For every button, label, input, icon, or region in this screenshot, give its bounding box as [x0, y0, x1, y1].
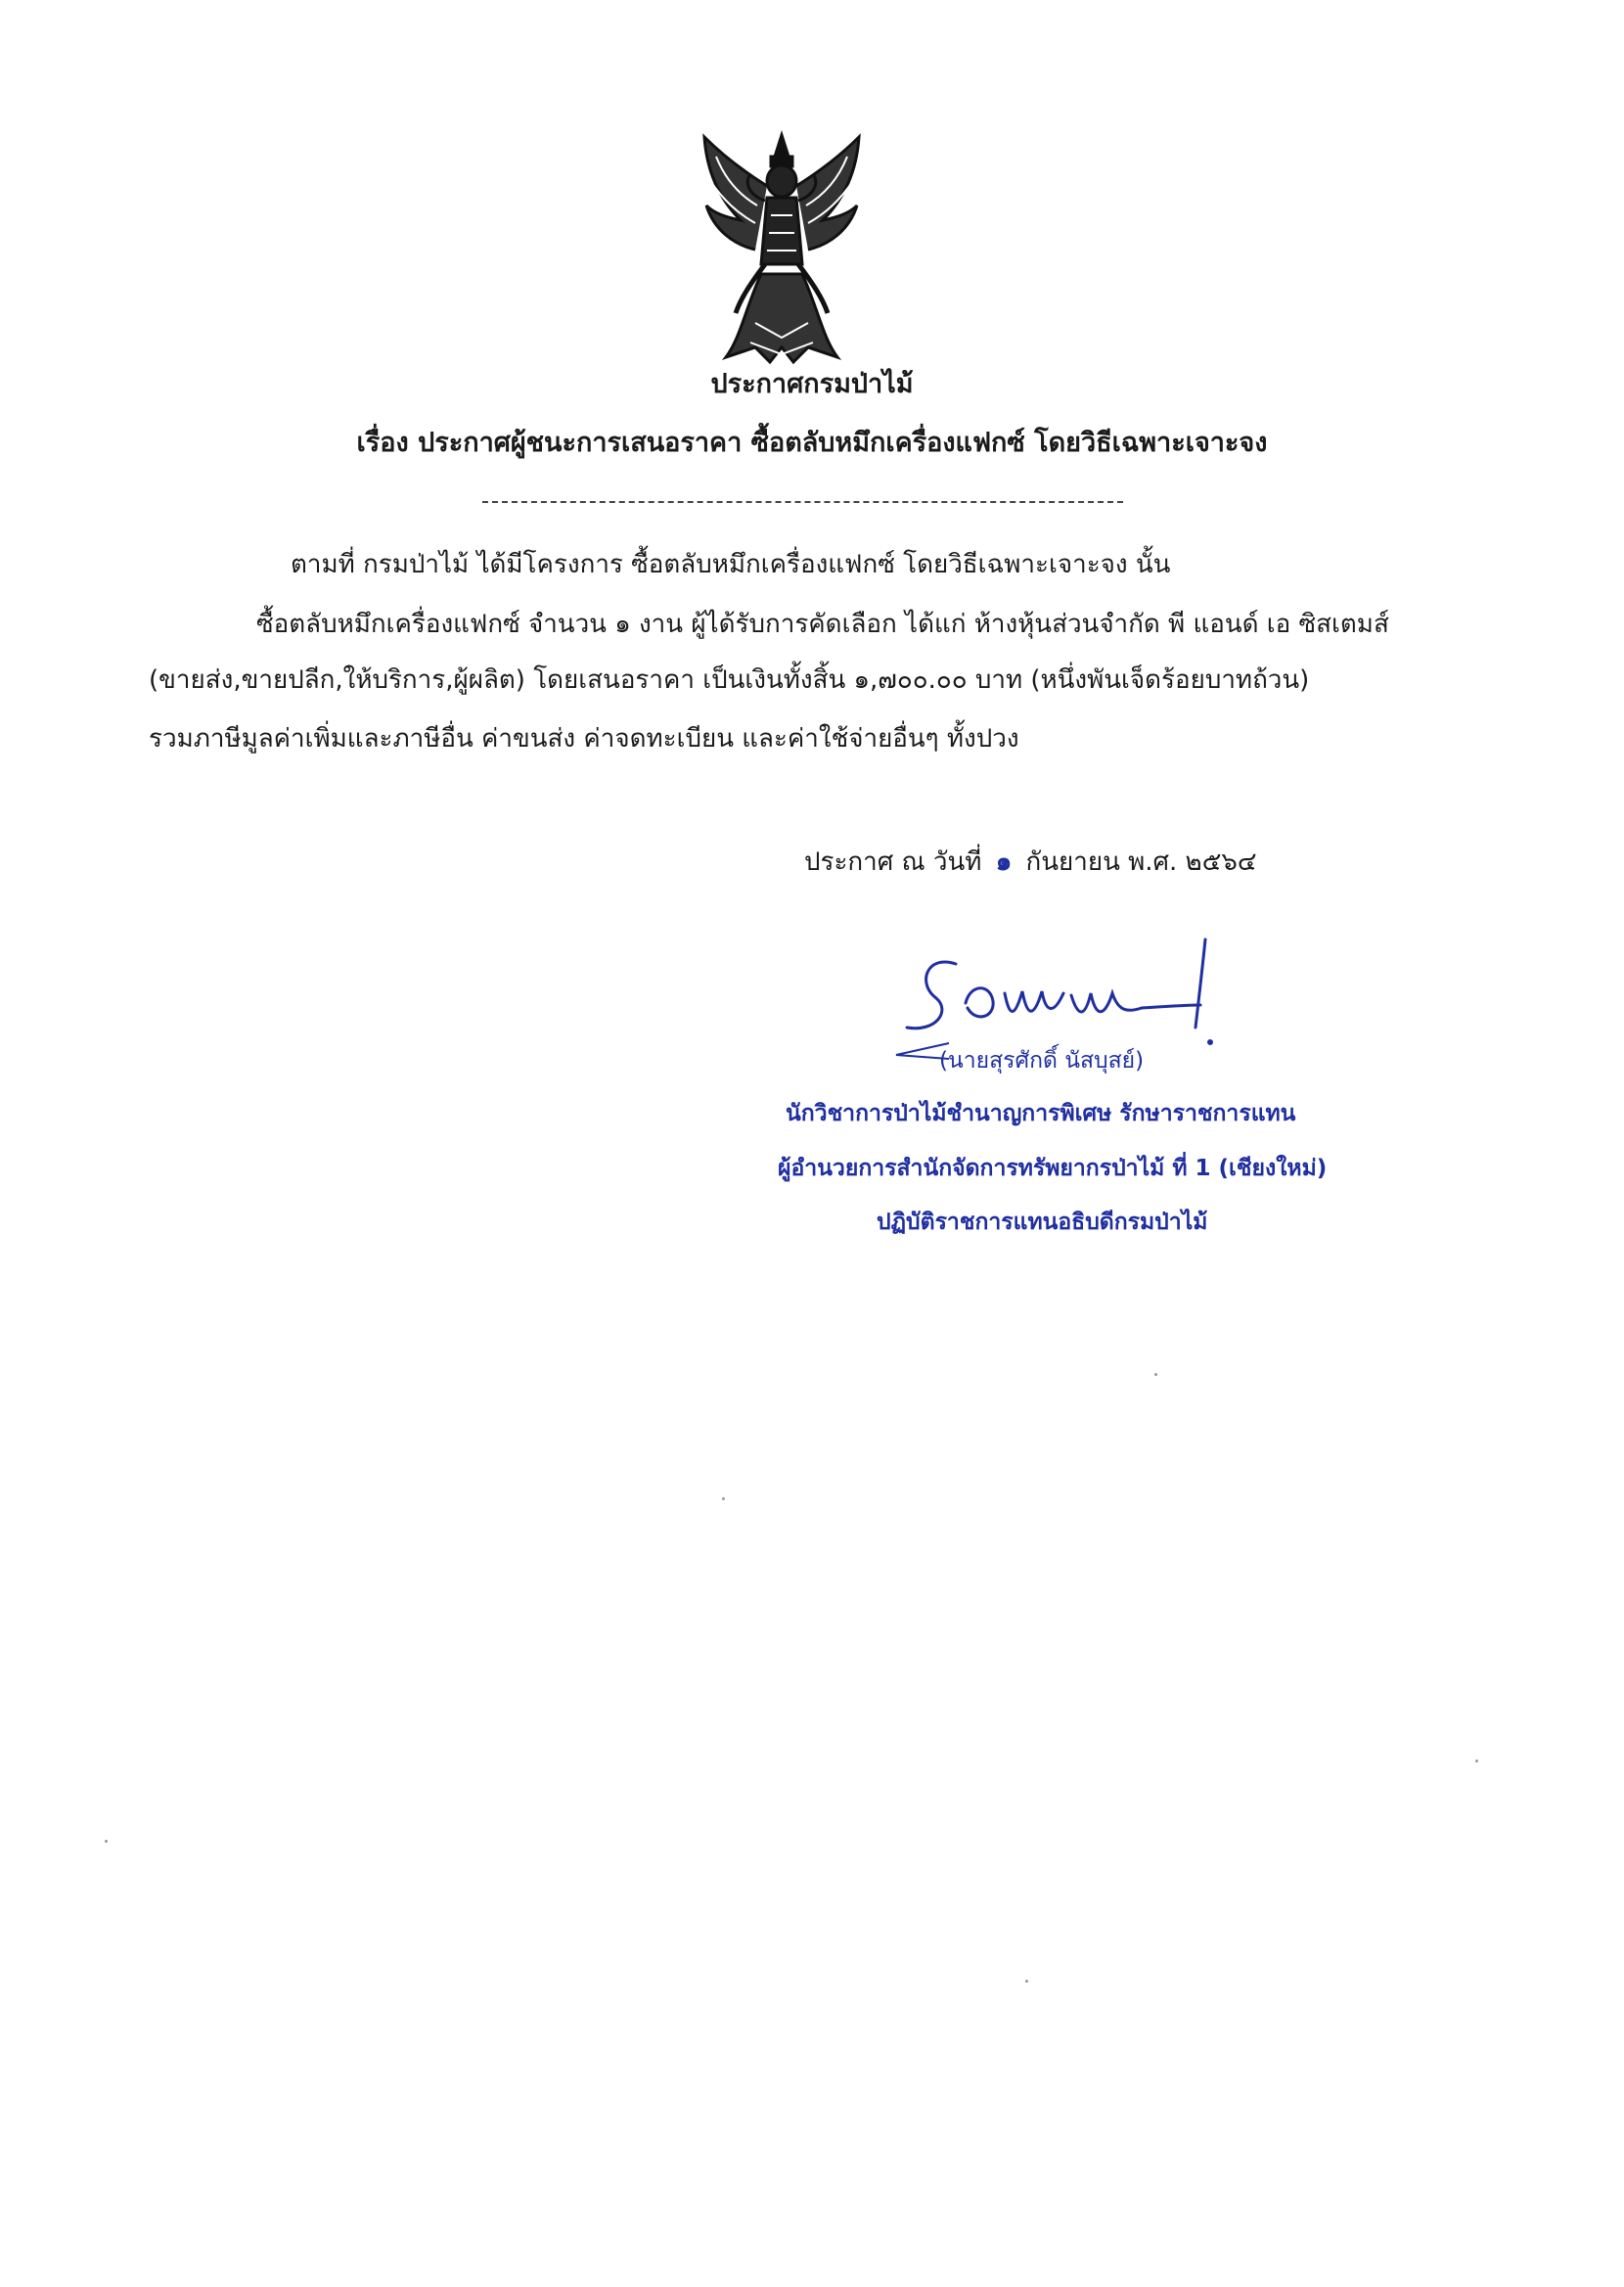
paragraph-award-line-1: ซื้อตลับหมึกเครื่องแฟกซ์ จำนวน ๑ งาน ผู้ได้รับการคัดเลือก ได้แก่ ห้างหุ้นส่วนจำกัด พี แอนด์ เอ ซิสเตมส์ — [256, 610, 1389, 639]
scan-speck — [1154, 1373, 1157, 1376]
announcement-date — [804, 846, 1257, 879]
garuda-emblem-icon — [697, 127, 868, 367]
divider-line — [482, 501, 1123, 503]
announcement-subject: เรื่อง ประกาศผู้ชนะการเสนอราคา ซื้อตลับหมึกเครื่องแฟกซ์ โดยวิธีเฉพาะเจาะจง — [356, 428, 1268, 458]
signatory-position-line-1: นักวิชาการป่าไม้ชำนาญการพิเศษ รักษาราชการแทน — [786, 1101, 1296, 1126]
scan-speck — [722, 1497, 725, 1500]
paragraph-intro: ตามที่ กรมป่าไม้ ได้มีโครงการ ซื้อตลับหมึกเครื่องแฟกซ์ โดยวิธีเฉพาะเจาะจง นั้น — [291, 550, 1171, 579]
date-day: ๑ — [995, 847, 1013, 877]
signatory-position-line-3: ปฏิบัติราชการแทนอธิบดีกรมป่าไม้ — [877, 1210, 1208, 1235]
scan-speck — [105, 1840, 108, 1843]
signatory-name: (นายสุรศักดิ์ นัสบุสย์) — [939, 1048, 1145, 1074]
scan-speck — [1475, 1760, 1478, 1762]
paragraph-award-line-3: รวมภาษีมูลค่าเพิ่มและภาษีอื่น ค่าขนส่ง ค่าจดทะเบียน และค่าใช้จ่ายอื่นๆ ทั้งปวง — [149, 724, 1019, 754]
signatory-position-line-2: ผู้อำนวยการสำนักจัดการทรัพยากรป่าไม้ ที่ 1 (เชียงใหม่) — [778, 1156, 1328, 1181]
announcement-title: ประกาศกรมป่าไม้ — [710, 369, 914, 399]
scan-speck — [1025, 1980, 1028, 1983]
handwritten-signature-icon — [897, 925, 1230, 1057]
date-suffix: กันยายน พ.ศ. ๒๕๖๔ — [1025, 847, 1257, 877]
date-prefix: ประกาศ ณ วันที่ — [804, 847, 982, 877]
paragraph-award-line-2: (ขายส่ง,ขายปลีก,ให้บริการ,ผู้ผลิต) โดยเสนอราคา เป็นเงินทั้งสิ้น ๑,๗๐๐.๐๐ บาท (หนึ่งพันเจ็ดร้อยบาทถ้วน) — [149, 665, 1310, 695]
